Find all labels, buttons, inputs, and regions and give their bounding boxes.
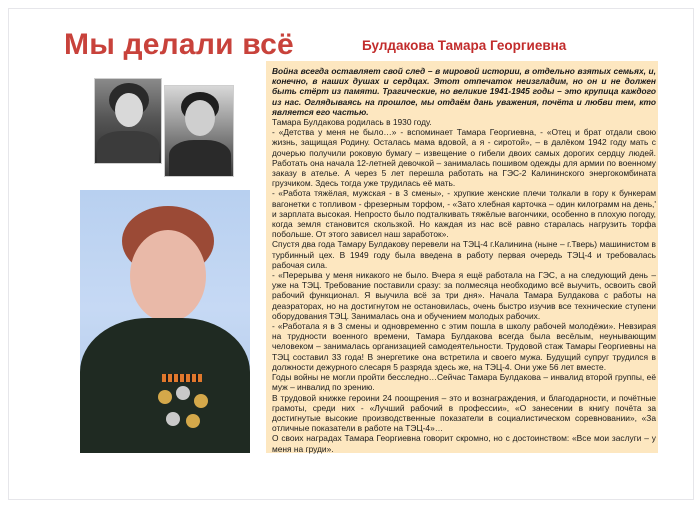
person-name-heading: Булдакова Тамара Георгиевна — [362, 38, 567, 53]
face-shape — [185, 100, 215, 136]
jacket-shape — [169, 140, 231, 177]
medal-icon — [194, 394, 208, 408]
story-paragraph: В трудовой книжке героини 24 поощрения – это и вознаграждения, и благодарности, и почётные грамоты, среди них - «Лучший рабочий в профессии», «О занесении в книгу почёта за достигнутые высокие производственные показатели в социалистическом соревновании», «За отличные показатели в работе на ТЭЦ-4»… — [272, 392, 656, 434]
medal-icon — [166, 412, 180, 426]
story-paragraph: Тамара Булдакова родилась в 1930 году. — [272, 117, 432, 128]
medal-icon — [176, 386, 190, 400]
story-paragraph: Годы войны не могли пройти бесследно…Сейчас Тамара Булдакова – инвалид второй группы, её муж – инвалид по зрению. — [272, 372, 656, 393]
intro-paragraph: Война всегда оставляет свой след – в мировой истории, в отдельно взятых семьях, и, конечно, в наших душах и сердцах. Этот отпечаток неизгладим, но он и не должен быть стёрт из памяти. Трагические, но великие 1941-1945 годы – это крупица каждого из нас. Оглядываясь на прошлое, мы отдаём дань уважения, почёта и любви тем, кто является его частью. — [272, 66, 656, 117]
portrait-photo-veteran — [80, 190, 250, 453]
story-paragraph: О своих наградах Тамара Георгиевна говорит скромно, но с достоинством: «Все мои заслуги – у меня на груди». — [272, 433, 656, 454]
face-shape — [130, 230, 206, 322]
story-paragraph: Спустя два года Тамару Булдакову перевели на ТЭЦ-4 г.Калинина (ныне – г.Тверь) машинистом в турбинный цех. В 1949 году была введена в работу первая очередь ТЭЦ-4 и требовалась рабочая сила. — [272, 239, 656, 270]
dress-shape — [97, 131, 159, 164]
page-title: Мы делали всё — [64, 28, 294, 61]
medal-ribbon — [162, 374, 202, 382]
medal-icon — [158, 390, 172, 404]
portrait-photo-middle-age — [164, 85, 234, 177]
face-shape — [115, 93, 143, 127]
jacket-shape — [80, 318, 250, 453]
story-paragraph: - «Работа тяжёлая, мужская - в 3 смены», - хрупкие женские плечи толкали в гору к бункерам вагонетки с топливом - фрезерным торфом, - «Зато хлебная карточка – один килограмм на день,' и зарплата высокая. Непросто было подталкивать тяжёлые вагончики, особенно в плохую погоду, когда земля становится скользкой. Но каждая из нас всё равно старалась нагрузить торфа побольше. От этого зависел наш заработок». — [272, 188, 656, 240]
story-text — [272, 66, 656, 454]
story-paragraph: - «Перерыва у меня никакого не было. Вчера я ещё работала на ГЭС, а на следующий день – уже на ТЭЦ. Требование поставили сразу: за полмесяца необходимо всё выучить, освоить свой рабочий функционал. Я выучила всё за три дня». Начала Тамара Булдакова с работы на деаэраторах, но на достигнутом не остановилась, очень быстро изучив все технические ступени оборудования ТЭЦ. Занималась она и обучением молодых рабочих. — [272, 270, 656, 321]
portrait-photo-young — [94, 78, 162, 164]
story-paragraph: - «Детства у меня не было…» - вспоминает Тамара Георгиевна, - «Отец и брат отдали свою жизнь, защищая Родину. Осталась мама вдовой, а я - сиротой», – в далёком 1942 году мать с дочерью получили роковую бумагу – извещение о гибели двоих самых дорогих сердцу людей. Работать она начала 12-летней девочкой – занималась пошивом одежды для армии по военному заказу в ателье. А через 5 лет перешла работать на ГЭС-2 Калининского энергокомбината грузчиком. Здесь тогда уже трудилась её мать. — [272, 127, 656, 189]
medal-icon — [186, 414, 200, 428]
story-paragraph: - «Работала я в 3 смены и одновременно с этим пошла в школу рабочей молодёжи». Невзирая на трудности военного времени, Тамара Булдакова всегда была весёлым, неунывающим человеком – занималась организацией самодеятельности. Трудовой стаж Тамары Георгиевны на ТЭЦ составил 33 года! В энергетике она встретила и своего мужа. Будущий супруг трудился в должности дежурного слесаря 5 разряда здесь же, на ТЭЦ-4. Они уже 56 лет вместе. — [272, 321, 656, 372]
